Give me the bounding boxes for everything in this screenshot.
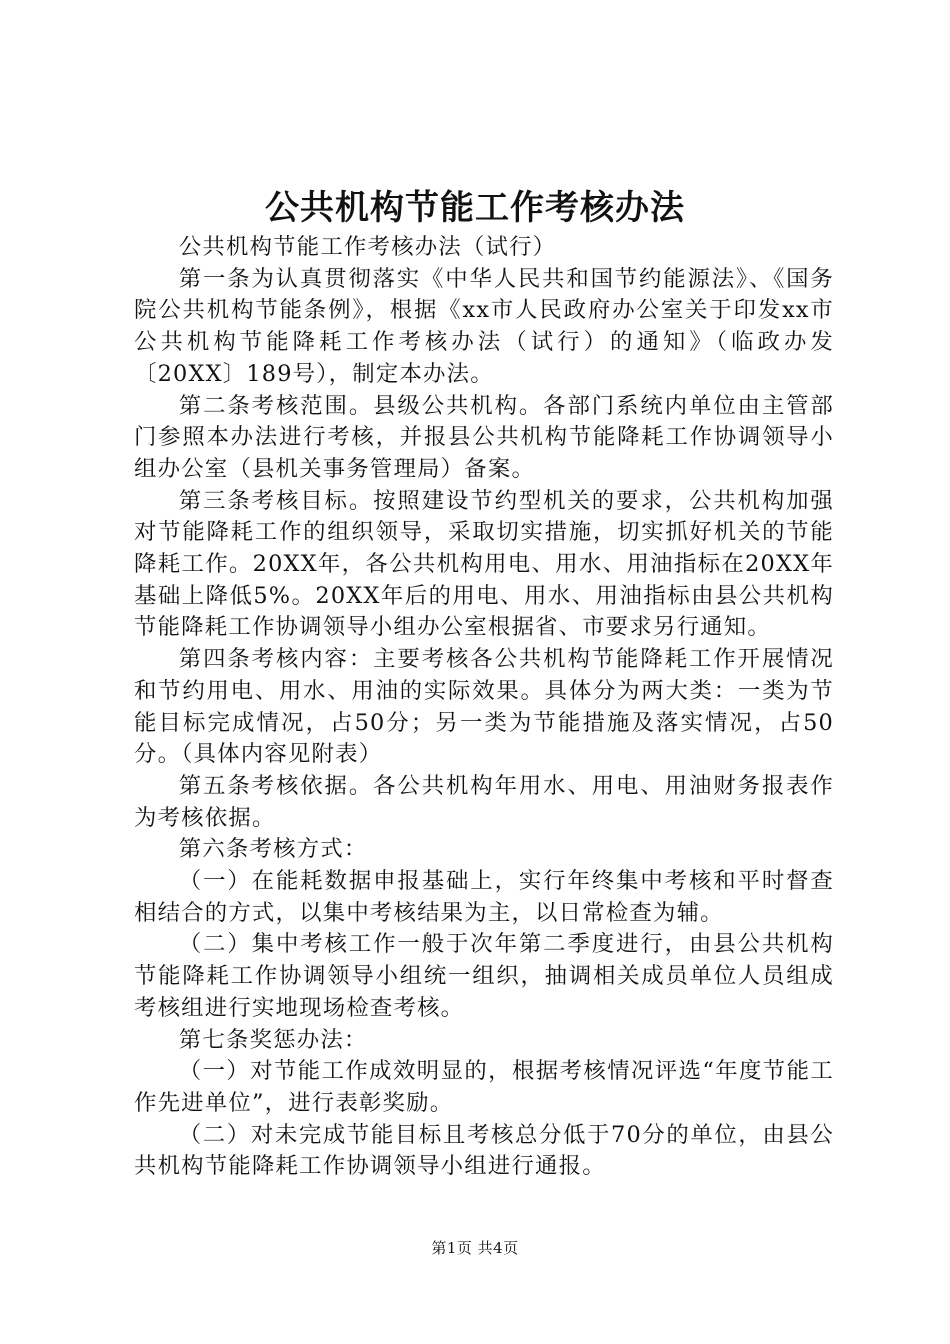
paragraph-article-7-item-1: （一）对节能工作成效明显的，根据考核情况评选“年度节能工作先进单位”，进行表彰奖励。: [134, 1058, 834, 1116]
paragraph-article-6-item-2: （二）集中考核工作一般于次年第二季度进行，由县公共机构节能降耗工作协调领导小组统一组织，抽调相关成员单位人员组成考核组进行实地现场检查考核。: [134, 931, 834, 1021]
paragraph-subtitle: 公共机构节能工作考核办法（试行）: [178, 234, 557, 260]
paragraph-article-6: 第六条考核方式：: [178, 836, 368, 863]
paragraph-article-6-item-1: （一）在能耗数据申报基础上，实行年终集中考核和平时督查相结合的方式，以集中考核结果为主，以日常检查为辅。: [134, 868, 834, 926]
paragraph-article-5: 第五条考核依据。各公共机构年用水、用电、用油财务报表作为考核依据。: [134, 772, 834, 831]
paragraph-article-4: 第四条考核内容：主要考核各公共机构节能降耗工作开展情况和节约用电、用水、用油的实际效果。具体分为两大类：一类为节能目标完成情况，占50分；另一类为节能措施及落实情况，占50分。（具体内容见附表）: [134, 646, 834, 768]
document-body: [134, 232, 834, 1183]
paragraph-article-3: 第三条考核目标。按照建设节约型机关的要求，公共机构加强对节能降耗工作的组织领导，采取切实措施，切实抓好机关的节能降耗工作。20XX年，各公共机构用电、用水、用油指标在20XX年基础上降低5%。20XX年后的用电、用水、用油指标由县公共机构节能降耗工作协调领导小组办公室根据省、市要求另行通知。: [134, 487, 834, 641]
paragraph-article-1: 第一条为认真贯彻落实《中华人民共和国节约能源法》、《国务院公共机构节能条例》，根据《xx市人民政府办公室关于印发xx市公共机构节能降耗工作考核办法（试行）的通知》（临政办发〔20XX〕189号），制定本办法。: [134, 265, 834, 387]
paragraph-article-7-item-2: （二）对未完成节能目标且考核总分低于70分的单位，由县公共机构节能降耗工作协调领导小组进行通报。: [134, 1121, 834, 1180]
paragraph-article-7: 第七条奖惩办法：: [178, 1026, 368, 1053]
page-footer: 第1页 共4页: [431, 1239, 519, 1257]
paragraph-article-2: 第二条考核范围。县级公共机构。各部门系统内单位由主管部门参照本办法进行考核，并报县公共机构节能降耗工作协调领导小组办公室（县机关事务管理局）备案。: [134, 392, 834, 482]
document-title: 公共机构节能工作考核办法: [265, 188, 685, 228]
